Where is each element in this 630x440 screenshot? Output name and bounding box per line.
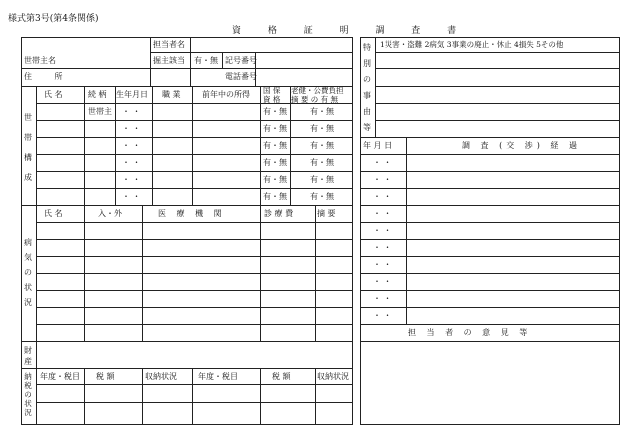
survey-col-process: 調 査 (交 渉) 経 過 bbox=[462, 141, 581, 150]
household-row-date: ・ ・ bbox=[122, 107, 141, 116]
survey-row-date: ・ ・ bbox=[373, 260, 392, 269]
illness-col-hospital: 医 療 機 関 bbox=[158, 209, 226, 218]
household-row-elderly-umu: 有・無 bbox=[310, 192, 334, 201]
form-code: 様式第3号(第4条関係) bbox=[8, 14, 99, 24]
household-row-insurance-umu: 有・無 bbox=[263, 124, 287, 133]
household-row-insurance-umu: 有・無 bbox=[263, 158, 287, 167]
opinion-label: 担 当 者 の 意 見 等 bbox=[408, 328, 532, 337]
survey-row-date: ・ ・ bbox=[373, 294, 392, 303]
household-col-birth: 生年月日 bbox=[116, 90, 148, 99]
household-row-date: ・ ・ bbox=[122, 141, 141, 150]
survey-col-date: 年 月 日 bbox=[363, 141, 393, 150]
survey-row-date: ・ ・ bbox=[373, 175, 392, 184]
illness-side-label: 病気の状況 bbox=[24, 238, 32, 307]
household-row-date: ・ ・ bbox=[122, 192, 141, 201]
special-reasons: 1災害・盗難 2病気 3事業の廃止・休止 4損失 5その他 bbox=[380, 40, 564, 49]
household-col-relation: 続 柄 bbox=[88, 90, 107, 99]
right-frame bbox=[360, 37, 620, 425]
special-side-label: 特別の事由等 bbox=[363, 43, 371, 132]
household-first-relation: 世帯主 bbox=[88, 107, 112, 116]
tax-col-status2: 収納状況 bbox=[317, 372, 349, 381]
illness-col-cost: 診 療 費 bbox=[264, 209, 294, 218]
survey-row-date: ・ ・ bbox=[373, 277, 392, 286]
assets-label: 財産 bbox=[24, 346, 32, 366]
household-row-insurance-umu: 有・無 bbox=[263, 141, 287, 150]
household-row-insurance-umu: 有・無 bbox=[263, 192, 287, 201]
tel-label: 電話番号 bbox=[225, 72, 257, 81]
survey-row-date: ・ ・ bbox=[373, 209, 392, 218]
household-row-elderly-umu: 有・無 bbox=[310, 175, 334, 184]
household-row-elderly-umu: 有・無 bbox=[310, 158, 334, 167]
tax-col-year1: 年度・税目 bbox=[40, 372, 80, 381]
tax-col-status1: 収納状況 bbox=[145, 372, 177, 381]
survey-row-date: ・ ・ bbox=[373, 243, 392, 252]
household-row-date: ・ ・ bbox=[122, 175, 141, 184]
illness-col-name: 氏 名 bbox=[44, 209, 63, 218]
household-col-insurance: 国 保 資 格 bbox=[263, 86, 281, 104]
tax-col-amount1: 税 額 bbox=[96, 372, 115, 381]
household-row-elderly-umu: 有・無 bbox=[310, 141, 334, 150]
kigou-label: 記号番号 bbox=[225, 56, 257, 65]
illness-col-note: 摘 要 bbox=[317, 209, 336, 218]
illness-col-inout: 入・外 bbox=[98, 209, 122, 218]
tax-col-amount2: 税 額 bbox=[272, 372, 291, 381]
household-row-insurance-umu: 有・無 bbox=[263, 175, 287, 184]
survey-row-date: ・ ・ bbox=[373, 226, 392, 235]
household-row-date: ・ ・ bbox=[122, 124, 141, 133]
household-col-income: 前年中の所得 bbox=[202, 90, 250, 99]
jusho-label: 住 所 bbox=[24, 72, 73, 81]
household-col-elderly: 老健・公費負担 摘 要 の 有 無 bbox=[291, 86, 344, 104]
household-row-date: ・ ・ bbox=[122, 158, 141, 167]
household-col-job: 職 業 bbox=[162, 90, 181, 99]
form-title: 資 格 証 明 調 査 書 bbox=[232, 26, 469, 36]
household-side-label: 世帯構成 bbox=[24, 113, 32, 182]
household-col-name: 氏 名 bbox=[44, 90, 63, 99]
survey-row-date: ・ ・ bbox=[373, 158, 392, 167]
setai-label: 世帯主名 bbox=[24, 56, 56, 65]
survey-row-date: ・ ・ bbox=[373, 311, 392, 320]
household-row-insurance-umu: 有・無 bbox=[263, 107, 287, 116]
kensaku-label: 掘主該当 bbox=[153, 56, 185, 65]
household-row-elderly-umu: 有・無 bbox=[310, 107, 334, 116]
survey-row-date: ・ ・ bbox=[373, 192, 392, 201]
header-umu: 有・無 bbox=[194, 56, 218, 65]
tax-col-year2: 年度・税目 bbox=[198, 372, 238, 381]
tanto-label: 担当者名 bbox=[153, 40, 185, 49]
tax-side-label: 納税の状況 bbox=[24, 372, 32, 417]
household-row-elderly-umu: 有・無 bbox=[310, 124, 334, 133]
